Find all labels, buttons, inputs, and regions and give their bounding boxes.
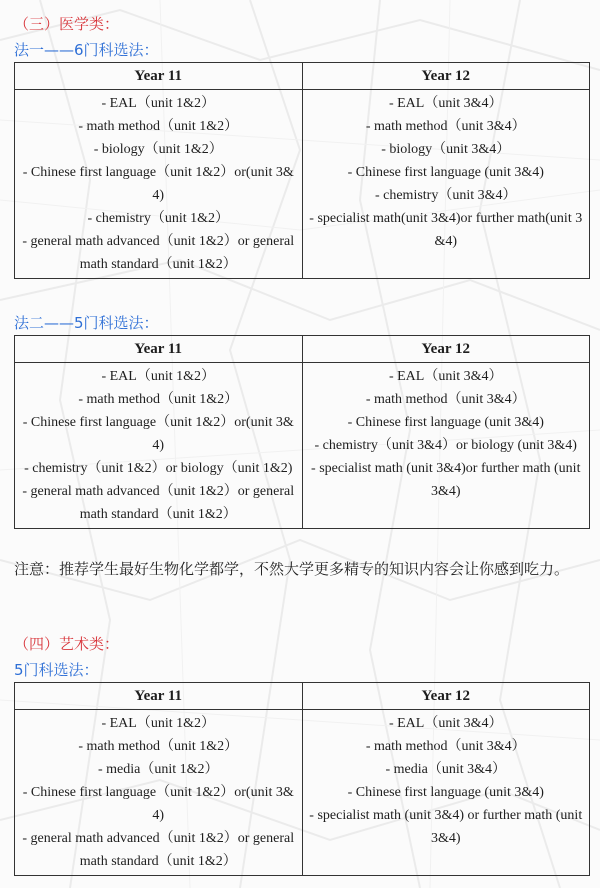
subject-item: - biology（unit 1&2） bbox=[93, 142, 223, 157]
subject-item: - chemistry（unit 1&2） bbox=[87, 211, 230, 226]
subject-item: - biology（unit 3&4） bbox=[381, 142, 511, 157]
column-header-year-12: Year 12 bbox=[302, 63, 590, 90]
subject-item: - EAL（unit 1&2） bbox=[101, 96, 216, 111]
subject-item: - Chinese first language（unit 1&2）or(unit 3&4) bbox=[22, 785, 294, 823]
column-header-year-11: Year 11 bbox=[15, 683, 303, 710]
subject-item: - chemistry（unit 1&2）or biology（unit 1&2) bbox=[24, 461, 293, 476]
year-11-subject-list bbox=[15, 363, 303, 529]
subject-item: - math method（unit 1&2） bbox=[78, 119, 239, 134]
subject-item: - EAL（unit 1&2） bbox=[101, 716, 216, 731]
method-one-subtitle: 法一——6门科选法： bbox=[14, 41, 159, 59]
column-header-year-11: Year 11 bbox=[15, 63, 303, 90]
subject-item: - math method（unit 3&4） bbox=[365, 392, 526, 407]
arts-method-subtitle: 5门科选法： bbox=[14, 661, 99, 679]
subject-item: - Chinese first language (unit 3&4) bbox=[347, 415, 544, 430]
year-12-subject-list bbox=[302, 90, 590, 279]
subject-item: - Chinese first language (unit 3&4) bbox=[347, 165, 544, 180]
subject-item: - specialist math (unit 3&4)or further math (unit 3&4) bbox=[311, 461, 581, 499]
subject-item: - media（unit 3&4） bbox=[385, 762, 507, 777]
subject-item: - Chinese first language (unit 3&4) bbox=[347, 785, 544, 800]
subject-item: - EAL（unit 3&4） bbox=[388, 369, 503, 384]
recommendation-note: 注意：推荐学生最好生物化学都学，不然大学更多精专的知识内容会让你感到吃力。 bbox=[14, 560, 570, 578]
subject-item: - chemistry（unit 3&4）or biology (unit 3&4) bbox=[314, 438, 577, 453]
subject-item: - Chinese first language（unit 1&2）or(unit 3&4) bbox=[22, 415, 294, 453]
column-header-year-11: Year 11 bbox=[15, 336, 303, 363]
subject-item: - math method（unit 1&2） bbox=[78, 739, 239, 754]
medical-six-subject-table bbox=[14, 62, 590, 279]
subject-item: - media（unit 1&2） bbox=[97, 762, 219, 777]
subject-item: - math method（unit 1&2） bbox=[78, 392, 239, 407]
column-header-year-12: Year 12 bbox=[302, 683, 590, 710]
subject-item: - EAL（unit 3&4） bbox=[388, 716, 503, 731]
subject-item: - general math advanced（unit 1&2）or general math standard（unit 1&2） bbox=[22, 484, 295, 522]
subject-item: - chemistry（unit 3&4） bbox=[374, 188, 517, 203]
method-two-subtitle: 法二——5门科选法： bbox=[14, 314, 159, 332]
year-12-subject-list bbox=[302, 363, 590, 529]
year-12-subject-list bbox=[302, 710, 590, 876]
subject-item: - specialist math (unit 3&4) or further math (unit 3&4) bbox=[309, 808, 583, 846]
year-11-subject-list bbox=[15, 710, 303, 876]
subject-item: - general math advanced（unit 1&2）or general math standard（unit 1&2） bbox=[22, 234, 295, 272]
subject-item: - EAL（unit 3&4） bbox=[388, 96, 503, 111]
section-title-medical: （三）医学类： bbox=[14, 15, 120, 33]
subject-item: - math method（unit 3&4） bbox=[365, 119, 526, 134]
column-header-year-12: Year 12 bbox=[302, 336, 590, 363]
subject-item: - math method（unit 3&4） bbox=[365, 739, 526, 754]
subject-item: - Chinese first language（unit 1&2）or(unit 3&4) bbox=[22, 165, 294, 203]
year-11-subject-list bbox=[15, 90, 303, 279]
subject-item: - EAL（unit 1&2） bbox=[101, 369, 216, 384]
medical-five-subject-table bbox=[14, 335, 590, 529]
subject-item: - specialist math(unit 3&4)or further math(unit 3&4) bbox=[309, 211, 583, 249]
section-title-arts: （四）艺术类： bbox=[14, 635, 120, 653]
subject-item: - general math advanced（unit 1&2）or general math standard（unit 1&2） bbox=[22, 831, 295, 869]
arts-five-subject-table bbox=[14, 682, 590, 876]
